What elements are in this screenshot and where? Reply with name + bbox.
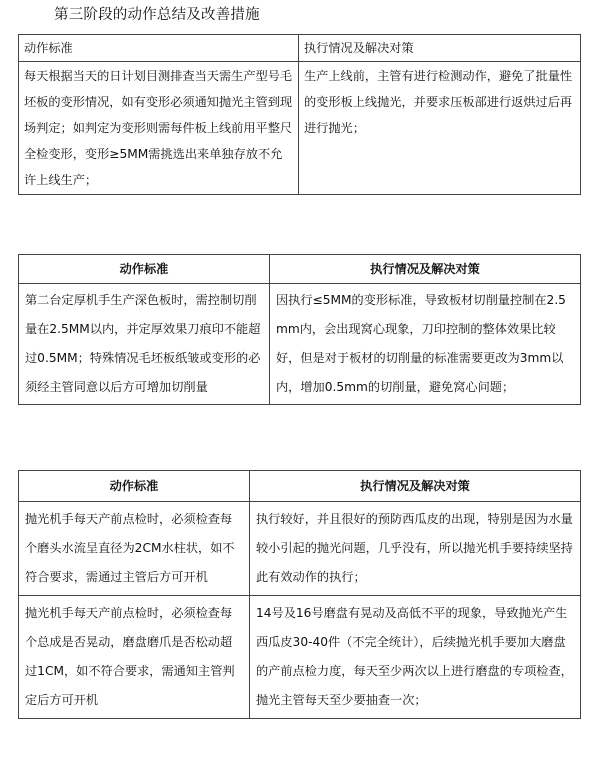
table-row [19, 502, 581, 596]
cell-action-standard: 每天根据当天的日计划目测排查当天需生产型号毛坯板的变形情况，如有变形必须通知抛光主管到现场判定；如判定为变形则需每件板上线前用平整尺全检变形，变形≥5MM需挑选出来单独存放不允许上线生产； [19, 62, 299, 195]
table-stage-summary-3 [18, 470, 581, 719]
header-action-standard: 动作标准 [19, 35, 299, 62]
table-stage-summary-2 [18, 254, 581, 405]
table-header-row [19, 35, 581, 62]
table-header-row [19, 471, 581, 502]
cell-execution-countermeasure: 因执行≤5MM的变形标准，导致板材切削量控制在2.5mm内，会出现窝心现象，刀印控制的整体效果比较好，但是对于板材的切削量的标准需要更改为3mm以内，增加0.5mm的切削量，避免窝心问题； [270, 284, 581, 405]
table-row [19, 62, 581, 195]
page-title: 第三阶段的动作总结及改善措施 [54, 7, 260, 23]
table-row [19, 284, 581, 405]
header-execution-countermeasure: 执行情况及解决对策 [299, 35, 581, 62]
table-stage-summary-1 [18, 34, 581, 195]
cell-execution-countermeasure: 生产上线前，主管有进行检测动作，避免了批量性的变形板上线抛光，并要求压板部进行返烘过后再进行抛光； [299, 62, 581, 195]
cell-action-standard: 第二台定厚机手生产深色板时，需控制切削量在2.5MM以内，并定厚效果刀痕印不能超过0.5MM；特殊情况毛坯板纸皱或变形的必须经主管同意以后方可增加切削量 [19, 284, 270, 405]
cell-action-standard: 抛光机手每天产前点检时，必须检查每个总成是否晃动，磨盘磨爪是否松动超过1CM，如不符合要求，需通知主管判定后方可开机 [19, 596, 250, 719]
header-action-standard: 动作标准 [19, 255, 270, 284]
header-execution-countermeasure: 执行情况及解决对策 [250, 471, 581, 502]
header-action-standard: 动作标准 [19, 471, 250, 502]
cell-action-standard: 抛光机手每天产前点检时，必须检查每个磨头水流呈直径为2CM水柱状，如不符合要求，需通过主管后方可开机 [19, 502, 250, 596]
header-execution-countermeasure: 执行情况及解决对策 [270, 255, 581, 284]
cell-execution-countermeasure: 14号及16号磨盘有晃动及高低不平的现象，导致抛光产生西瓜皮30-40件（不完全统计），后续抛光机手要加大磨盘的产前点检力度，每天至少两次以上进行磨盘的专项检查，抛光主管每天至少要抽查一次； [250, 596, 581, 719]
table-header-row [19, 255, 581, 284]
table-row [19, 596, 581, 719]
cell-execution-countermeasure: 执行较好，并且很好的预防西瓜皮的出现，特别是因为水量较小引起的抛光问题，几乎没有，所以抛光机手要持续坚持此有效动作的执行； [250, 502, 581, 596]
